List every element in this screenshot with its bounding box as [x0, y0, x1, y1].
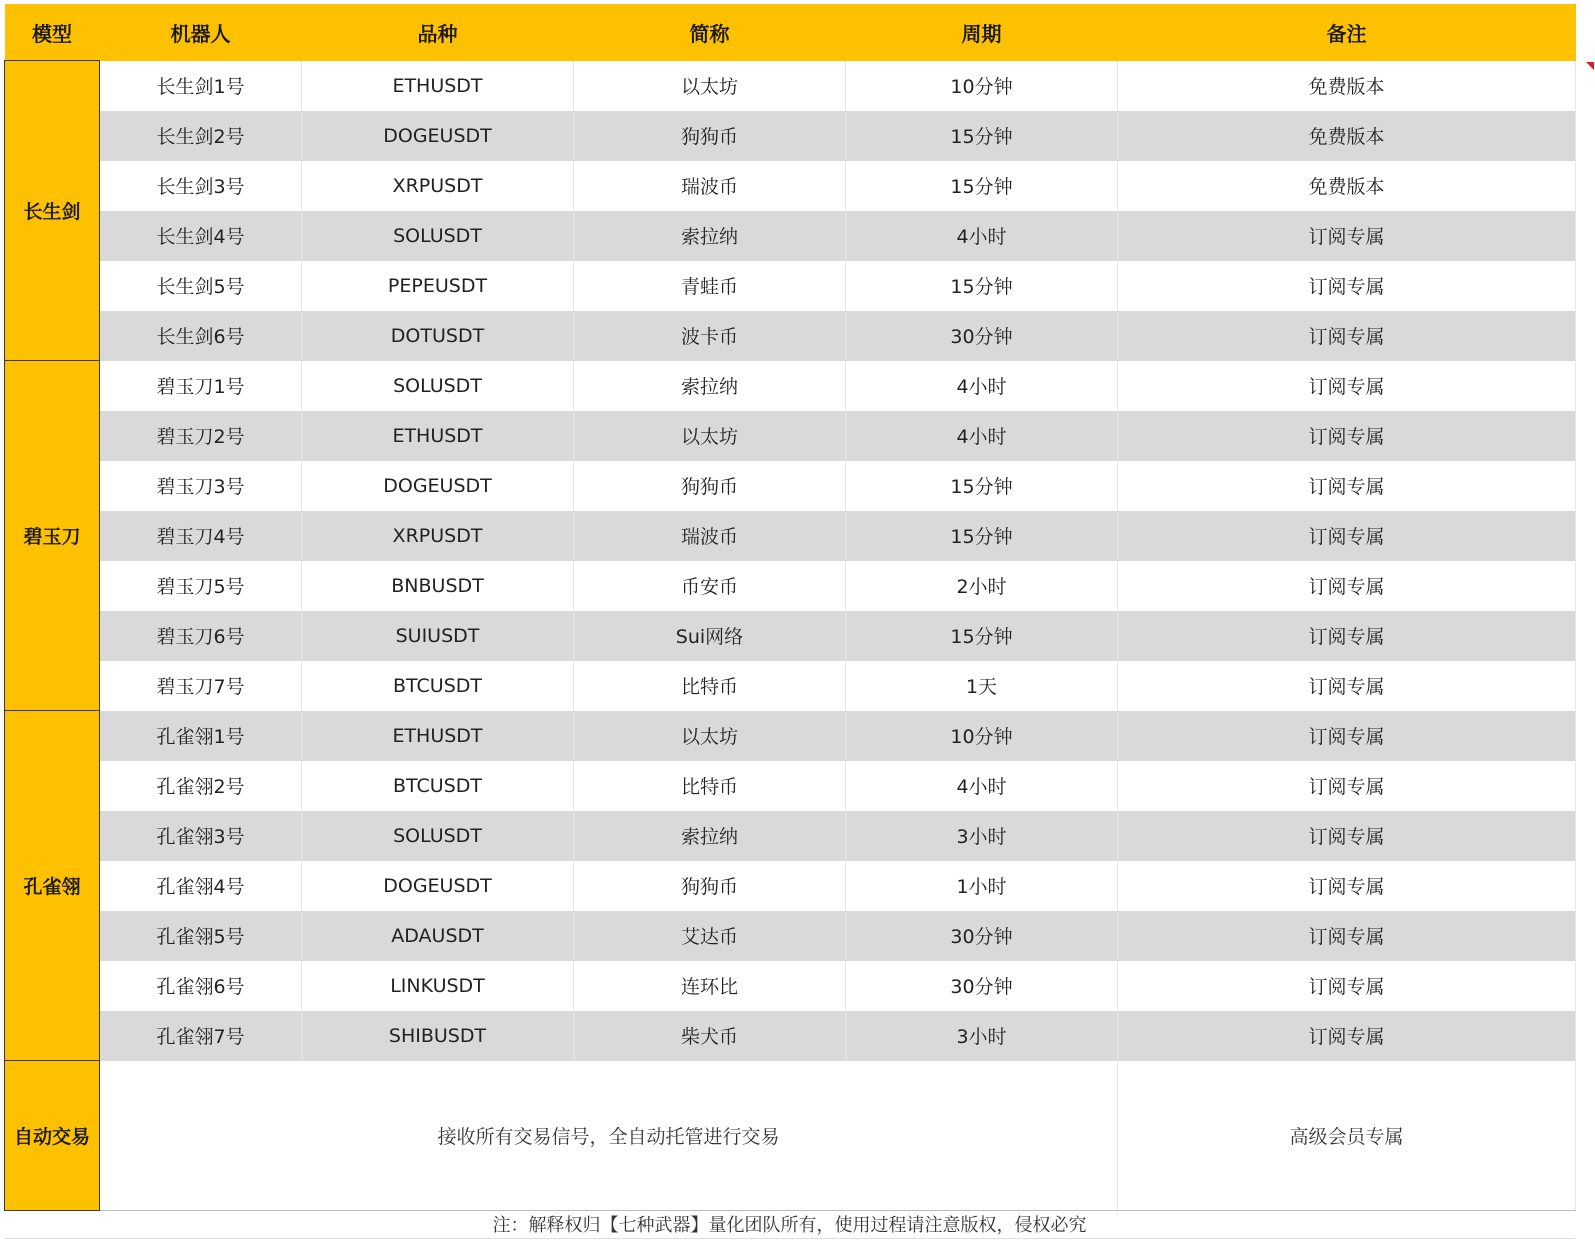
period-cell: 30分钟: [846, 311, 1118, 361]
pair-cell: ETHUSDT: [302, 711, 574, 761]
note-cell: 订阅专属: [1118, 461, 1576, 511]
period-cell: 1小时: [846, 861, 1118, 911]
robot-name-cell: 长生剑2号: [100, 111, 302, 161]
pair-cell: ADAUSDT: [302, 911, 574, 961]
header-model: 模型: [5, 4, 100, 61]
robot-name-cell: 碧玉刀5号: [100, 561, 302, 611]
pair-cell: XRPUSDT: [302, 161, 574, 211]
robot-name-cell: 孔雀翎3号: [100, 811, 302, 861]
pair-cell: BTCUSDT: [302, 761, 574, 811]
robot-name-cell: 孔雀翎1号: [100, 711, 302, 761]
period-cell: 10分钟: [846, 61, 1118, 111]
pair-cell: SOLUSDT: [302, 811, 574, 861]
period-cell: 1天: [846, 661, 1118, 711]
pair-cell: DOTUSDT: [302, 311, 574, 361]
auto-trade-model-cell: 自动交易: [5, 1061, 100, 1211]
robot-name-cell: 孔雀翎5号: [100, 911, 302, 961]
table-row: [5, 1011, 1576, 1061]
header-short-name: 简称: [574, 4, 846, 61]
header-row: [5, 4, 1576, 61]
header-note: 备注: [1118, 4, 1576, 61]
period-cell: 4小时: [846, 761, 1118, 811]
robot-table: [4, 4, 1576, 1211]
short-name-cell: 艾达币: [574, 911, 846, 961]
auto-trade-row: [5, 1061, 1576, 1211]
note-cell: 免费版本: [1118, 61, 1576, 111]
robot-name-cell: 孔雀翎4号: [100, 861, 302, 911]
note-cell: 订阅专属: [1118, 211, 1576, 261]
pair-cell: XRPUSDT: [302, 511, 574, 561]
table-row: [5, 811, 1576, 861]
table-row: [5, 211, 1576, 261]
pair-cell: ETHUSDT: [302, 61, 574, 111]
short-name-cell: 比特币: [574, 661, 846, 711]
short-name-cell: 波卡币: [574, 311, 846, 361]
short-name-cell: 索拉纳: [574, 811, 846, 861]
robot-name-cell: 长生剑5号: [100, 261, 302, 311]
note-cell: 订阅专属: [1118, 661, 1576, 711]
model-group-cell: 碧玉刀: [5, 361, 100, 711]
short-name-cell: 连环比: [574, 961, 846, 1011]
header-period: 周期: [846, 4, 1118, 61]
robot-name-cell: 孔雀翎2号: [100, 761, 302, 811]
note-cell: 订阅专属: [1118, 761, 1576, 811]
model-group-cell: 孔雀翎: [5, 711, 100, 1061]
short-name-cell: 以太坊: [574, 711, 846, 761]
table-row: [5, 861, 1576, 911]
robot-name-cell: 长生剑4号: [100, 211, 302, 261]
robot-name-cell: 碧玉刀7号: [100, 661, 302, 711]
period-cell: 4小时: [846, 361, 1118, 411]
period-cell: 3小时: [846, 1011, 1118, 1061]
robot-name-cell: 碧玉刀2号: [100, 411, 302, 461]
note-cell: 免费版本: [1118, 111, 1576, 161]
table-row: [5, 361, 1576, 411]
cell-comment-marker: [1586, 62, 1594, 70]
short-name-cell: 瑞波币: [574, 511, 846, 561]
table-row: [5, 611, 1576, 661]
period-cell: 30分钟: [846, 961, 1118, 1011]
table-row: [5, 261, 1576, 311]
robot-name-cell: 长生剑3号: [100, 161, 302, 211]
table-row: [5, 911, 1576, 961]
robot-name-cell: 碧玉刀4号: [100, 511, 302, 561]
pair-cell: DOGEUSDT: [302, 461, 574, 511]
note-cell: 订阅专属: [1118, 961, 1576, 1011]
note-cell: 订阅专属: [1118, 561, 1576, 611]
robot-name-cell: 碧玉刀1号: [100, 361, 302, 411]
period-cell: 15分钟: [846, 511, 1118, 561]
robot-name-cell: 碧玉刀6号: [100, 611, 302, 661]
pair-cell: SOLUSDT: [302, 211, 574, 261]
short-name-cell: 以太坊: [574, 411, 846, 461]
table-body: [5, 61, 1576, 1211]
period-cell: 15分钟: [846, 611, 1118, 661]
table-row: [5, 461, 1576, 511]
note-cell: 订阅专属: [1118, 411, 1576, 461]
auto-trade-note-cell: 高级会员专属: [1118, 1061, 1576, 1211]
period-cell: 4小时: [846, 211, 1118, 261]
period-cell: 15分钟: [846, 111, 1118, 161]
pair-cell: LINKUSDT: [302, 961, 574, 1011]
short-name-cell: 狗狗币: [574, 861, 846, 911]
robot-name-cell: 碧玉刀3号: [100, 461, 302, 511]
note-cell: 订阅专属: [1118, 911, 1576, 961]
note-cell: 订阅专属: [1118, 811, 1576, 861]
period-cell: 2小时: [846, 561, 1118, 611]
period-cell: 4小时: [846, 411, 1118, 461]
robot-name-cell: 孔雀翎6号: [100, 961, 302, 1011]
short-name-cell: 瑞波币: [574, 161, 846, 211]
table-row: [5, 711, 1576, 761]
period-cell: 30分钟: [846, 911, 1118, 961]
note-cell: 订阅专属: [1118, 861, 1576, 911]
note-cell: 免费版本: [1118, 161, 1576, 211]
robot-name-cell: 长生剑1号: [100, 61, 302, 111]
robot-name-cell: 长生剑6号: [100, 311, 302, 361]
table-row: [5, 411, 1576, 461]
period-cell: 15分钟: [846, 261, 1118, 311]
short-name-cell: 柴犬币: [574, 1011, 846, 1061]
header-pair: 品种: [302, 4, 574, 61]
header-robot: 机器人: [100, 4, 302, 61]
short-name-cell: Sui网络: [574, 611, 846, 661]
note-cell: 订阅专属: [1118, 511, 1576, 561]
pair-cell: ETHUSDT: [302, 411, 574, 461]
robot-name-cell: 孔雀翎7号: [100, 1011, 302, 1061]
pair-cell: SHIBUSDT: [302, 1011, 574, 1061]
pair-cell: SUIUSDT: [302, 611, 574, 661]
pair-cell: SOLUSDT: [302, 361, 574, 411]
pair-cell: DOGEUSDT: [302, 111, 574, 161]
short-name-cell: 狗狗币: [574, 111, 846, 161]
note-cell: 订阅专属: [1118, 611, 1576, 661]
short-name-cell: 狗狗币: [574, 461, 846, 511]
table-row: [5, 561, 1576, 611]
pair-cell: PEPEUSDT: [302, 261, 574, 311]
note-cell: 订阅专属: [1118, 361, 1576, 411]
short-name-cell: 币安币: [574, 561, 846, 611]
short-name-cell: 比特币: [574, 761, 846, 811]
table-row: [5, 761, 1576, 811]
auto-trade-description-cell: 接收所有交易信号，全自动托管进行交易: [100, 1061, 1118, 1211]
short-name-cell: 索拉纳: [574, 361, 846, 411]
note-cell: 订阅专属: [1118, 261, 1576, 311]
period-cell: 10分钟: [846, 711, 1118, 761]
table-row: [5, 161, 1576, 211]
short-name-cell: 青蛙币: [574, 261, 846, 311]
table-row: [5, 661, 1576, 711]
period-cell: 3小时: [846, 811, 1118, 861]
pair-cell: BNBUSDT: [302, 561, 574, 611]
table-row: [5, 961, 1576, 1011]
table-row: [5, 61, 1576, 111]
table-row: [5, 111, 1576, 161]
table-row: [5, 311, 1576, 361]
period-cell: 15分钟: [846, 461, 1118, 511]
pair-cell: DOGEUSDT: [302, 861, 574, 911]
table-row: [5, 511, 1576, 561]
short-name-cell: 索拉纳: [574, 211, 846, 261]
model-group-cell: 长生剑: [5, 61, 100, 361]
period-cell: 15分钟: [846, 161, 1118, 211]
note-cell: 订阅专属: [1118, 311, 1576, 361]
pair-cell: BTCUSDT: [302, 661, 574, 711]
footer-note: 注：解释权归【七种武器】量化团队所有，使用过程请注意版权，侵权必究: [4, 1214, 1575, 1239]
note-cell: 订阅专属: [1118, 1011, 1576, 1061]
short-name-cell: 以太坊: [574, 61, 846, 111]
note-cell: 订阅专属: [1118, 711, 1576, 761]
